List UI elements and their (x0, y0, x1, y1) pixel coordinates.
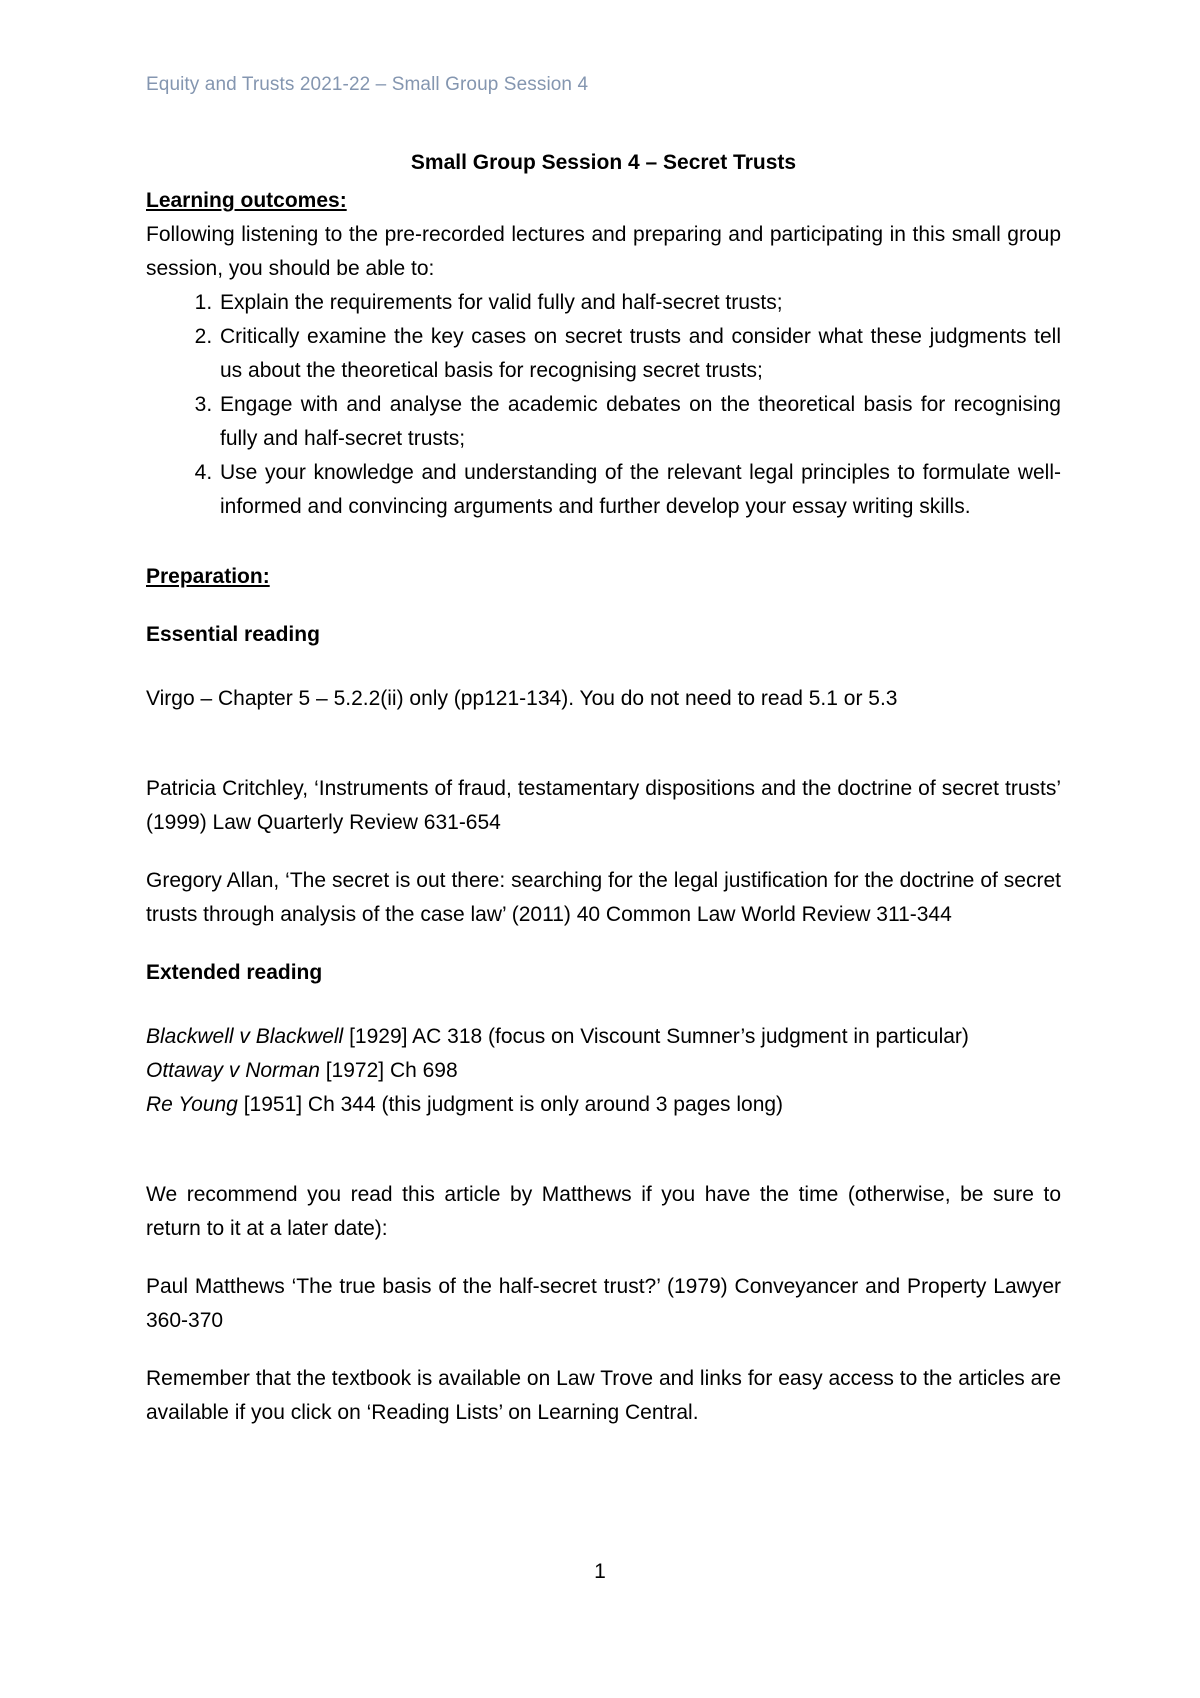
learning-outcomes-heading: Learning outcomes: (146, 189, 347, 212)
essential-reading-heading: Essential reading (146, 623, 320, 646)
page-number: 1 (594, 1560, 606, 1583)
matthews-citation: Paul Matthews ‘The true basis of the half-secret trust?’ (1979) Conveyancer and Property Lawyer 360-370 (146, 1275, 1061, 1332)
case-detail: [1972] Ch 698 (319, 1059, 458, 1082)
document-title: Small Group Session 4 – Secret Trusts (410, 151, 797, 174)
case-citation (146, 1088, 1061, 1122)
essential-reading-item: Patricia Critchley, ‘Instruments of fraud, testamentary dispositions and the doctrine of secret trusts’ (1999) Law Quarterly Review 631-654 (146, 777, 1061, 834)
case-name: Re Young (146, 1093, 238, 1116)
list-item: 3. Engage with and analyse the academic debates on the theoretical basis for recognising fully and half-secret trusts; (218, 388, 1061, 456)
learning-outcomes-intro: Following listening to the pre-recorded lectures and preparing and participating in this small group session, you should be able to: (146, 223, 1061, 280)
essential-reading-item: Gregory Allan, ‘The secret is out there: searching for the legal justification for the doctrine of secret trusts through analysis of the case law’ (2011) 40 Common Law World Review 311-344 (146, 869, 1061, 926)
case-detail: [1951] Ch 344 (this judgment is only around 3 pages long) (237, 1093, 784, 1116)
case-citation (146, 1020, 1061, 1054)
page-header: Equity and Trusts 2021-22 – Small Group Session 4 (146, 74, 589, 95)
preparation-heading: Preparation: (146, 565, 270, 588)
list-item: 4. Use your knowledge and understanding of the relevant legal principles to formulate well-informed and convincing arguments and further develop your essay writing skills. (218, 456, 1061, 524)
extended-reading-list (146, 1020, 1061, 1122)
essential-reading-item: Virgo – Chapter 5 – 5.2.2(ii) only (pp121-134). You do not need to read 5.1 or 5.3 (146, 687, 898, 710)
recommend-paragraph: We recommend you read this article by Matthews if you have the time (otherwise, be sure to return to it at a later date): (146, 1183, 1061, 1240)
case-citation (146, 1054, 1061, 1088)
extended-reading-heading: Extended reading (146, 961, 323, 984)
list-item: 2. Critically examine the key cases on secret trusts and consider what these judgments tell us about the theoretical basis for recognising secret trusts; (218, 320, 1061, 388)
case-detail: [1929] AC 318 (focus on Viscount Sumner’s judgment in particular) (343, 1025, 969, 1048)
case-name: Ottaway v Norman (146, 1059, 320, 1082)
list-item: 1. Explain the requirements for valid fully and half-secret trusts; (218, 286, 1061, 320)
page-body (146, 146, 1061, 1430)
remember-paragraph: Remember that the textbook is available on Law Trove and links for easy access to the articles are available if you click on ‘Reading Lists’ on Learning Central. (146, 1367, 1061, 1424)
case-name: Blackwell v Blackwell (146, 1025, 344, 1048)
learning-outcomes-list (146, 286, 1061, 524)
